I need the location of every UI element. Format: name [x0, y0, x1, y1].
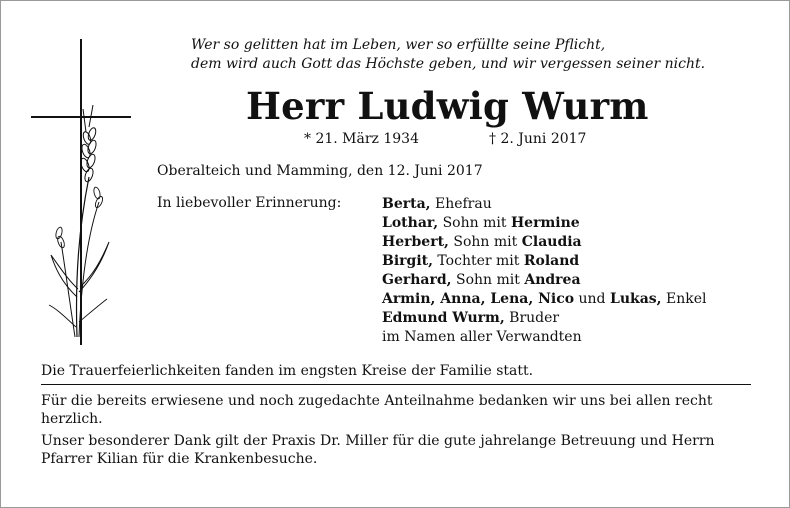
memorial-quote — [191, 36, 705, 74]
funeral-note: Die Trauerfeierlichkeiten fanden im engsten Kreise der Familie statt. — [41, 363, 534, 379]
divider-line — [41, 384, 751, 385]
place-and-date: Oberalteich und Mamming, den 12. Juni 2017 — [157, 163, 483, 179]
thanks-paragraph-1: Für die bereits erwiesene und noch zugedachte Anteilnahme bedanken wir uns bei allen recht herzlich. — [41, 393, 713, 427]
mourner-row: Armin, Anna, Lena, Nico und Lukas, Enkel — [382, 291, 707, 307]
quote-line-1: Wer so gelitten hat im Leben, wer so erfüllte seine Pflicht, — [191, 37, 606, 53]
mourners-list — [382, 195, 706, 347]
mourner-row: Gerhard, Sohn mit Andrea — [382, 272, 581, 288]
death-date: † 2. Juni 2017 — [489, 131, 587, 147]
mourner-row: im Namen aller Verwandten — [382, 329, 582, 345]
memory-label: In liebevoller Erinnerung: — [157, 195, 342, 211]
deceased-name: Herr Ludwig Wurm — [246, 84, 649, 128]
thanks-paragraph-2: Unser besonderer Dank gilt der Praxis Dr. Miller für die gute jahrelange Betreuung und Herrn Pfarrer Kilian für die Krankenbesuche. — [41, 433, 715, 467]
mourner-row: Edmund Wurm, Bruder — [382, 310, 560, 326]
cross-with-wheat-icon — [31, 37, 131, 349]
mourner-row: Birgit, Tochter mit Roland — [382, 253, 580, 269]
quote-line-2: dem wird auch Gott das Höchste geben, und wir vergessen seiner nicht. — [191, 56, 706, 72]
mourner-row: Lothar, Sohn mit Hermine — [382, 215, 580, 231]
birth-date: * 21. März 1934 — [304, 131, 419, 147]
mourner-row: Berta, Ehefrau — [382, 196, 492, 212]
mourner-row: Herbert, Sohn mit Claudia — [382, 234, 582, 250]
